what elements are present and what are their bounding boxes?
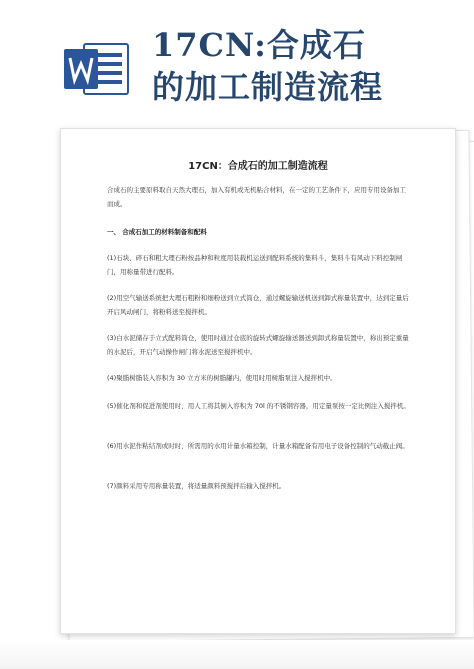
document-title: 17CN：合成石的加工制造流程 [188,161,328,172]
banner-title-line-1: 17CN:合成石 [152,26,366,64]
step-5: (5)催化剂和促进剂使用时，用人工将其倒入容积为 70l 的不锈钢容器，用定量泵按一定比例注入搅拌机。 [107,402,410,410]
banner-title [152,24,468,108]
banner [0,0,474,128]
section-heading: 一、 合成石加工的材料制备和配料 [107,228,207,236]
step-7: (7)颜料采用专用称量装置，将适量颜料预搅拌后输入搅拌机。 [107,482,286,490]
intro-paragraph: 合成石的主要原料取自天然大理石，加入有机或无机粘合材料，在一定的工艺条件下，应用专用设备加工而成。 [107,186,406,208]
word-document-icon [62,40,132,98]
bottom-shadow [0,640,474,669]
step-3: (3)白水泥储存于立式配料筒仓，使用时通过仓底的旋转式螺旋输送器送到卸式称量装置中，称出预定重量的水泥后，开启气动操作闸门将水泥送至搅拌机中。 [107,334,409,356]
document-page [60,128,456,634]
step-4: (4)聚脂树脂装入容积为 30 立方米的树脂罐内，使用时用树脂泵注入搅拌机中。 [107,374,337,382]
step-6: (6)用水泥作粘结剂或时时，所需用的水用计量水箱控制，计量水箱配备有用电子设备控制的气动截止阀。 [107,442,409,450]
step-1: (1)石块、碎石和粗大理石粉按品种和粒度用装载机运送到配料系统的集料斗，集料斗有风动下料控制闸门，用称量带进行配料。 [107,254,403,276]
step-2: (2)用空气输送系统把大理石粗粉和细粉送到立式筒仓，通过螺旋输送机送到卸式称量装置中，达到定量后开启风动闸门，将粉料送至搅拌机。 [107,294,409,316]
banner-title-line-2: 的加工制造流程 [152,68,384,106]
